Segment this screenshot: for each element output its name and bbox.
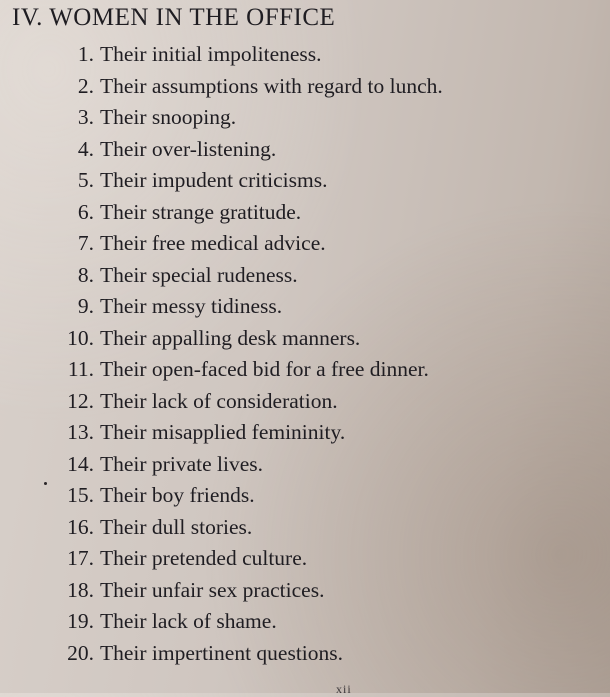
item-number: 20. (67, 640, 94, 665)
list-item (50, 641, 443, 673)
item-text: Their impudent criticisms. (100, 168, 328, 192)
item-text: Their strange gratitude. (100, 199, 302, 224)
list-item (50, 42, 443, 74)
item-number: 5. (77, 168, 94, 192)
item-number: 4. (77, 136, 94, 161)
section-heading: IV. WOMEN IN THE OFFICE (12, 4, 336, 31)
item-number: 16. (67, 514, 94, 539)
item-number: 10. (67, 325, 94, 350)
list-item (50, 578, 443, 610)
item-number: 18. (67, 577, 94, 602)
item-number: 8. (77, 262, 94, 287)
list-item (50, 326, 443, 358)
item-number: 9. (77, 294, 94, 318)
list-item (50, 483, 443, 515)
item-number: 13. (67, 420, 94, 444)
item-number: 19. (67, 609, 94, 633)
list-item (50, 389, 443, 421)
item-number: 15. (67, 483, 94, 507)
item-text: Their appalling desk manners. (100, 325, 361, 350)
item-text: Their open-faced bid for a free dinner. (100, 357, 429, 381)
item-text: Their free medical advice. (100, 231, 326, 255)
item-text: Their misapplied femininity. (100, 420, 346, 444)
item-number: 12. (67, 388, 94, 413)
page-folio: xii (336, 682, 352, 696)
item-number: 11. (67, 357, 94, 381)
list-item (50, 452, 443, 484)
item-text: Their boy friends. (100, 483, 255, 507)
list-item (50, 420, 443, 452)
list-item (50, 546, 443, 578)
list-item (50, 168, 443, 200)
item-number: 2. (77, 73, 94, 98)
item-text: Their pretended culture. (100, 546, 308, 570)
item-number: 7. (77, 231, 94, 255)
item-number: 1. (77, 42, 94, 66)
item-text: Their over-listening. (100, 136, 277, 161)
list-item (50, 294, 443, 326)
list-item (50, 231, 443, 263)
item-text: Their initial impoliteness. (100, 42, 322, 66)
numbered-list (50, 42, 443, 672)
item-text: Their private lives. (100, 451, 263, 476)
list-item (50, 105, 443, 137)
item-number: 17. (67, 546, 94, 570)
item-text: Their special rudeness. (100, 262, 298, 287)
list-item (50, 515, 443, 547)
item-text: Their assumptions with regard to lunch. (100, 73, 443, 98)
list-item (50, 74, 443, 106)
item-number: 6. (77, 199, 94, 224)
item-text: Their impertinent questions. (100, 640, 344, 665)
item-text: Their unfair sex practices. (100, 577, 325, 602)
list-item (50, 609, 443, 641)
list-item (50, 200, 443, 232)
item-text: Their messy tidiness. (100, 294, 283, 318)
margin-dot (44, 482, 47, 485)
list-item (50, 357, 443, 389)
list-item (50, 137, 443, 169)
item-text: Their snooping. (100, 105, 237, 129)
item-text: Their lack of consideration. (100, 388, 338, 413)
item-number: 14. (67, 451, 94, 476)
item-number: 3. (77, 105, 94, 129)
item-text: Their lack of shame. (100, 609, 277, 633)
list-item (50, 263, 443, 295)
item-text: Their dull stories. (100, 514, 253, 539)
